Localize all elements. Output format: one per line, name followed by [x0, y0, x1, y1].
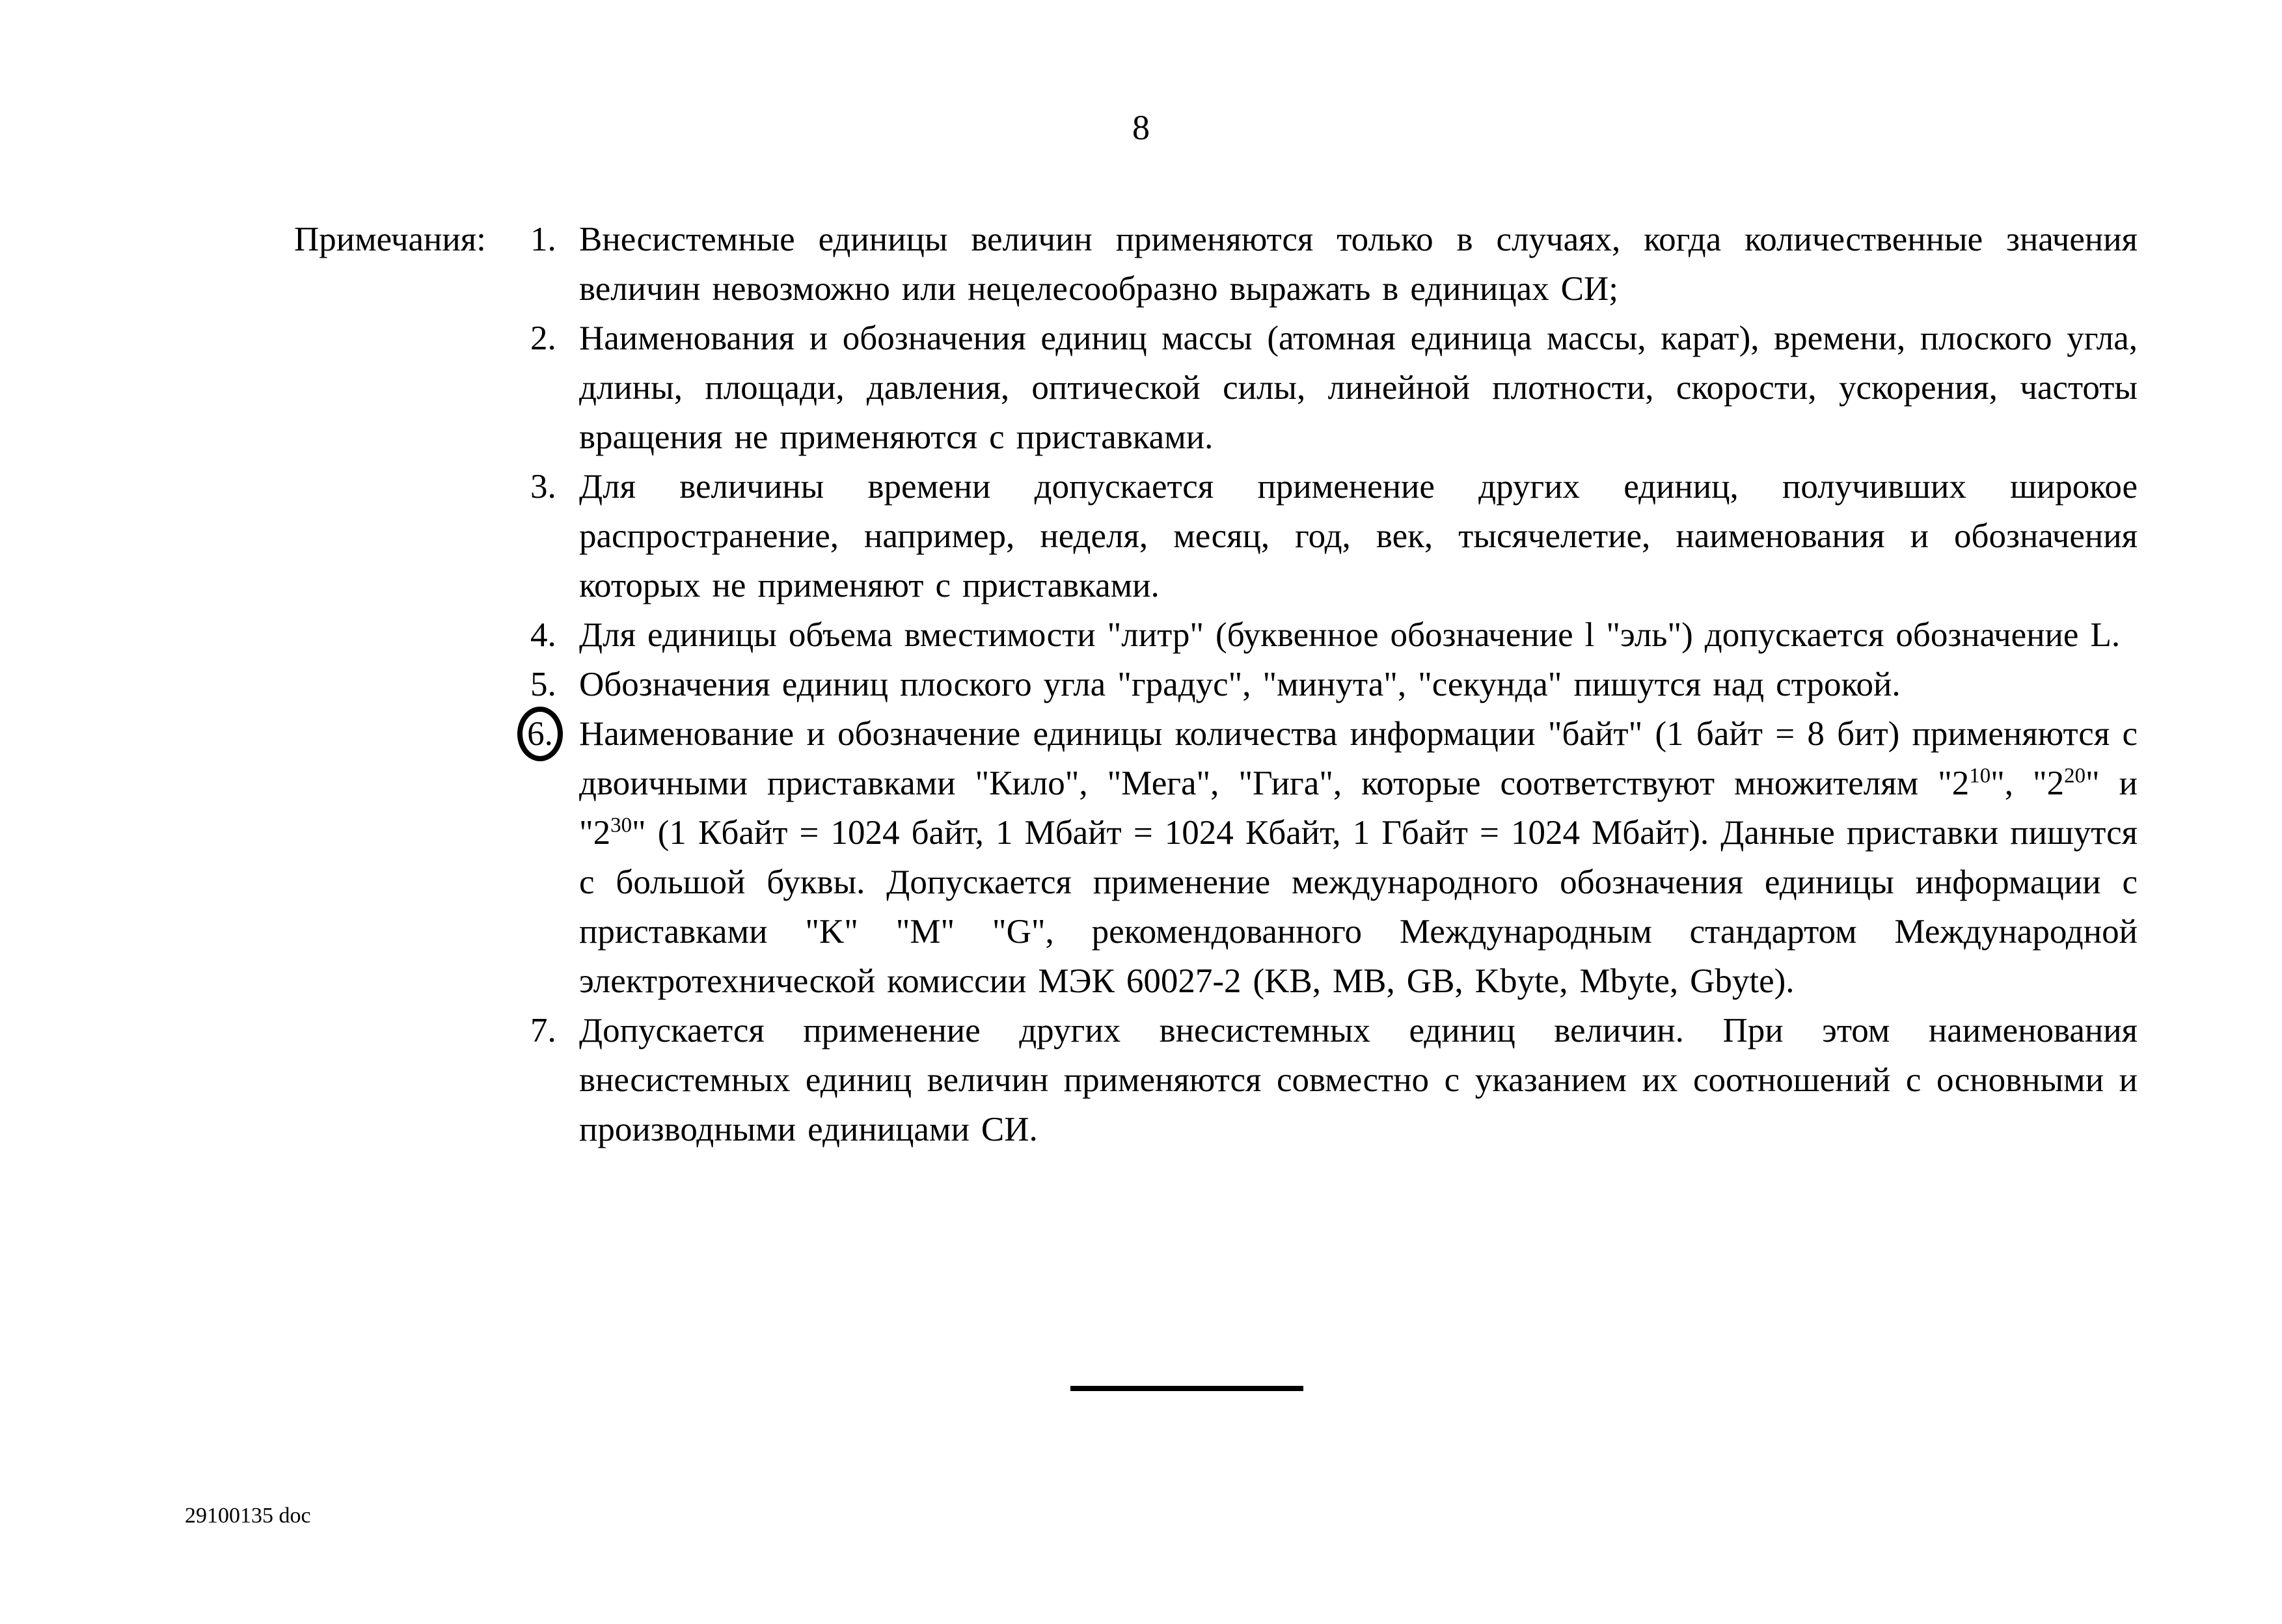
separator-line: [1070, 1386, 1303, 1391]
note-number: 4.: [530, 616, 556, 654]
note-item: [530, 462, 2138, 610]
note-item: [527, 709, 2138, 1006]
note-number: 7.: [530, 1012, 556, 1049]
note-text: Допускается применение других внесистемных единиц величин. При этом наименования внесистемных единиц величин применяются совместно с указанием их соотношений с основными и производными единицами СИ.: [579, 1012, 2138, 1148]
superscript: 30: [610, 813, 632, 837]
note-number-circled: 6.: [517, 707, 563, 761]
page-number: 8: [1132, 108, 1150, 147]
note-text: Наименования и обозначения единиц массы (атомная единица массы, карат), времени, плоского угла, длины, площади, давления, оптической силы, линейной плотности, скорости, ускорения, частоты вращения не применяются с приставками.: [579, 319, 2138, 456]
note-item: [530, 215, 2138, 314]
note-text: Внесистемные единицы величин применяются только в случаях, когда количественные значения величин невозможно или нецелесообразно выражать в единицах СИ;: [579, 221, 2138, 308]
note-number: 5.: [530, 666, 556, 703]
superscript: 10: [1969, 764, 1991, 788]
note-item: [530, 314, 2138, 462]
note-text: Обозначения единиц плоского угла "градус", "минута", "секунда" пишутся над строкой.: [579, 666, 1901, 703]
note-item: [530, 1006, 2138, 1154]
note-number: 1.: [530, 221, 556, 258]
note-text: Наименование и обозначение единицы количества информации "байт" (1 байт = 8 бит) применяются с двоичными приставками "Кило", "Мега", "Гига", которые соответствуют множителям "$2^{10}$", "$2^{20}$" и "$2^{30}$" (1 Кбайт = 1024 байт, 1 Мбайт = 1024 Кбайт, 1 Гбайт = 1024 Мбайт). Данные приставки пишутся с большой буквы. Допускается применение международного обозначения единицы информации с приставками "K" "M" "G", рекомендованного Международным стандартом Международной электротехнической комиссии МЭК 60027-2 (KB, MB, GB, Kbyte, Mbyte, Gbyte).: [579, 715, 2138, 1000]
superscript: 20: [2064, 764, 2085, 788]
note-item: [530, 660, 2138, 709]
note-text: Для единицы объема вместимости "литр" (буквенное обозначение l "эль") допускается обозначение L.: [579, 616, 2121, 654]
notes-list: [527, 215, 2138, 1154]
note-text: Для величины времени допускается применение других единиц, получивших широкое распространение, например, неделя, месяц, год, век, тысячелетие, наименования и обозначения которых не применяют с приставками.: [579, 468, 2138, 604]
notes-label: Примечания:: [294, 221, 486, 258]
footer-filename: 29100135 doc: [185, 1504, 311, 1528]
note-number: 2.: [530, 319, 556, 357]
note-number: 3.: [530, 468, 556, 506]
note-item: [530, 610, 2138, 660]
